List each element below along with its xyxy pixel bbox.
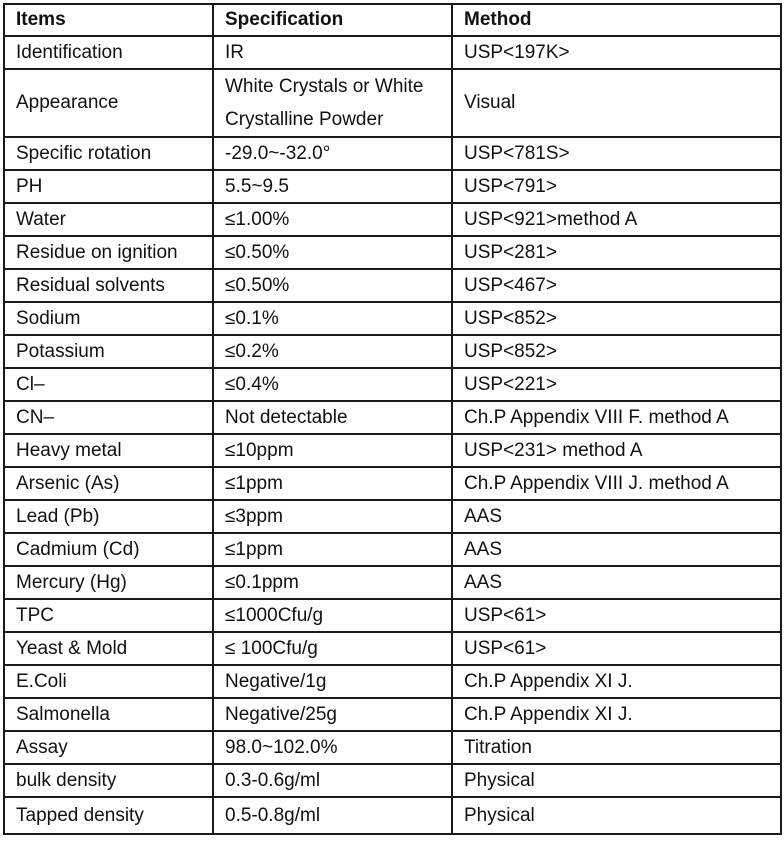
method-cell: USP<852>: [452, 335, 781, 368]
specification-cell: ≤1ppm: [213, 533, 452, 566]
specification-cell: -29.0~-32.0°: [213, 137, 452, 170]
specification-sheet: [3, 3, 780, 835]
method-cell: AAS: [452, 533, 781, 566]
specification-cell: White Crystals or White Crystalline Powder: [213, 69, 452, 137]
specification-cell: ≤1000Cfu/g: [213, 599, 452, 632]
table-row: [4, 665, 781, 698]
specification-cell: ≤1.00%: [213, 203, 452, 236]
specification-cell: ≤0.2%: [213, 335, 452, 368]
specification-cell: ≤ 100Cfu/g: [213, 632, 452, 665]
specification-cell: ≤0.50%: [213, 236, 452, 269]
table-row: [4, 731, 781, 764]
specification-cell: ≤0.1%: [213, 302, 452, 335]
table-row: [4, 401, 781, 434]
method-cell: USP<231> method A: [452, 434, 781, 467]
item-cell: Yeast & Mold: [4, 632, 213, 665]
method-cell: AAS: [452, 566, 781, 599]
item-cell: Heavy metal: [4, 434, 213, 467]
table-row: [4, 797, 781, 834]
table-row: [4, 698, 781, 731]
specification-cell: 0.3-0.6g/ml: [213, 764, 452, 797]
method-cell: USP<221>: [452, 368, 781, 401]
item-cell: Cl–: [4, 368, 213, 401]
specification-cell: 0.5-0.8g/ml: [213, 797, 452, 834]
table-row: [4, 500, 781, 533]
method-cell: AAS: [452, 500, 781, 533]
method-cell: USP<781S>: [452, 137, 781, 170]
method-cell: Titration: [452, 731, 781, 764]
specification-cell: ≤0.4%: [213, 368, 452, 401]
item-cell: E.Coli: [4, 665, 213, 698]
item-cell: Appearance: [4, 69, 213, 137]
item-cell: Identification: [4, 36, 213, 69]
item-cell: Mercury (Hg): [4, 566, 213, 599]
method-cell: USP<61>: [452, 632, 781, 665]
specification-cell: 5.5~9.5: [213, 170, 452, 203]
method-cell: USP<921>method A: [452, 203, 781, 236]
table-row: [4, 434, 781, 467]
header-specification: Specification: [213, 4, 452, 36]
table-row: [4, 566, 781, 599]
specification-cell: IR: [213, 36, 452, 69]
item-cell: Water: [4, 203, 213, 236]
method-cell: Ch.P Appendix VIII J. method A: [452, 467, 781, 500]
table-row: [4, 335, 781, 368]
specification-table: [3, 3, 782, 835]
item-cell: Residue on ignition: [4, 236, 213, 269]
item-cell: Sodium: [4, 302, 213, 335]
table-row: [4, 599, 781, 632]
specification-cell: 98.0~102.0%: [213, 731, 452, 764]
method-cell: USP<61>: [452, 599, 781, 632]
header-method: Method: [452, 4, 781, 36]
item-cell: TPC: [4, 599, 213, 632]
table-row: [4, 269, 781, 302]
method-cell: USP<467>: [452, 269, 781, 302]
item-cell: Arsenic (As): [4, 467, 213, 500]
specification-cell: ≤0.50%: [213, 269, 452, 302]
method-cell: Visual: [452, 69, 781, 137]
specification-cell: Negative/1g: [213, 665, 452, 698]
specification-cell: Negative/25g: [213, 698, 452, 731]
method-cell: USP<852>: [452, 302, 781, 335]
specification-cell: ≤10ppm: [213, 434, 452, 467]
method-cell: Ch.P Appendix XI J.: [452, 665, 781, 698]
item-cell: Lead (Pb): [4, 500, 213, 533]
table-row: [4, 137, 781, 170]
method-cell: USP<281>: [452, 236, 781, 269]
table-row: [4, 632, 781, 665]
method-cell: Ch.P Appendix VIII F. method A: [452, 401, 781, 434]
item-cell: Tapped density: [4, 797, 213, 834]
specification-cell: ≤1ppm: [213, 467, 452, 500]
item-cell: Residual solvents: [4, 269, 213, 302]
specification-cell: ≤0.1ppm: [213, 566, 452, 599]
table-row: [4, 764, 781, 797]
item-cell: Salmonella: [4, 698, 213, 731]
item-cell: Specific rotation: [4, 137, 213, 170]
table-row: [4, 368, 781, 401]
table-row: [4, 302, 781, 335]
method-cell: USP<791>: [452, 170, 781, 203]
item-cell: CN–: [4, 401, 213, 434]
item-cell: Potassium: [4, 335, 213, 368]
table-row: [4, 69, 781, 137]
table-row: [4, 170, 781, 203]
method-cell: Physical: [452, 797, 781, 834]
header-items: Items: [4, 4, 213, 36]
table-row: [4, 533, 781, 566]
table-header-row: [4, 4, 781, 36]
item-cell: bulk density: [4, 764, 213, 797]
item-cell: Cadmium (Cd): [4, 533, 213, 566]
specification-cell: ≤3ppm: [213, 500, 452, 533]
item-cell: PH: [4, 170, 213, 203]
method-cell: USP<197K>: [452, 36, 781, 69]
table-row: [4, 36, 781, 69]
item-cell: Assay: [4, 731, 213, 764]
specification-cell: Not detectable: [213, 401, 452, 434]
method-cell: Physical: [452, 764, 781, 797]
table-row: [4, 236, 781, 269]
table-row: [4, 203, 781, 236]
method-cell: Ch.P Appendix XI J.: [452, 698, 781, 731]
table-row: [4, 467, 781, 500]
